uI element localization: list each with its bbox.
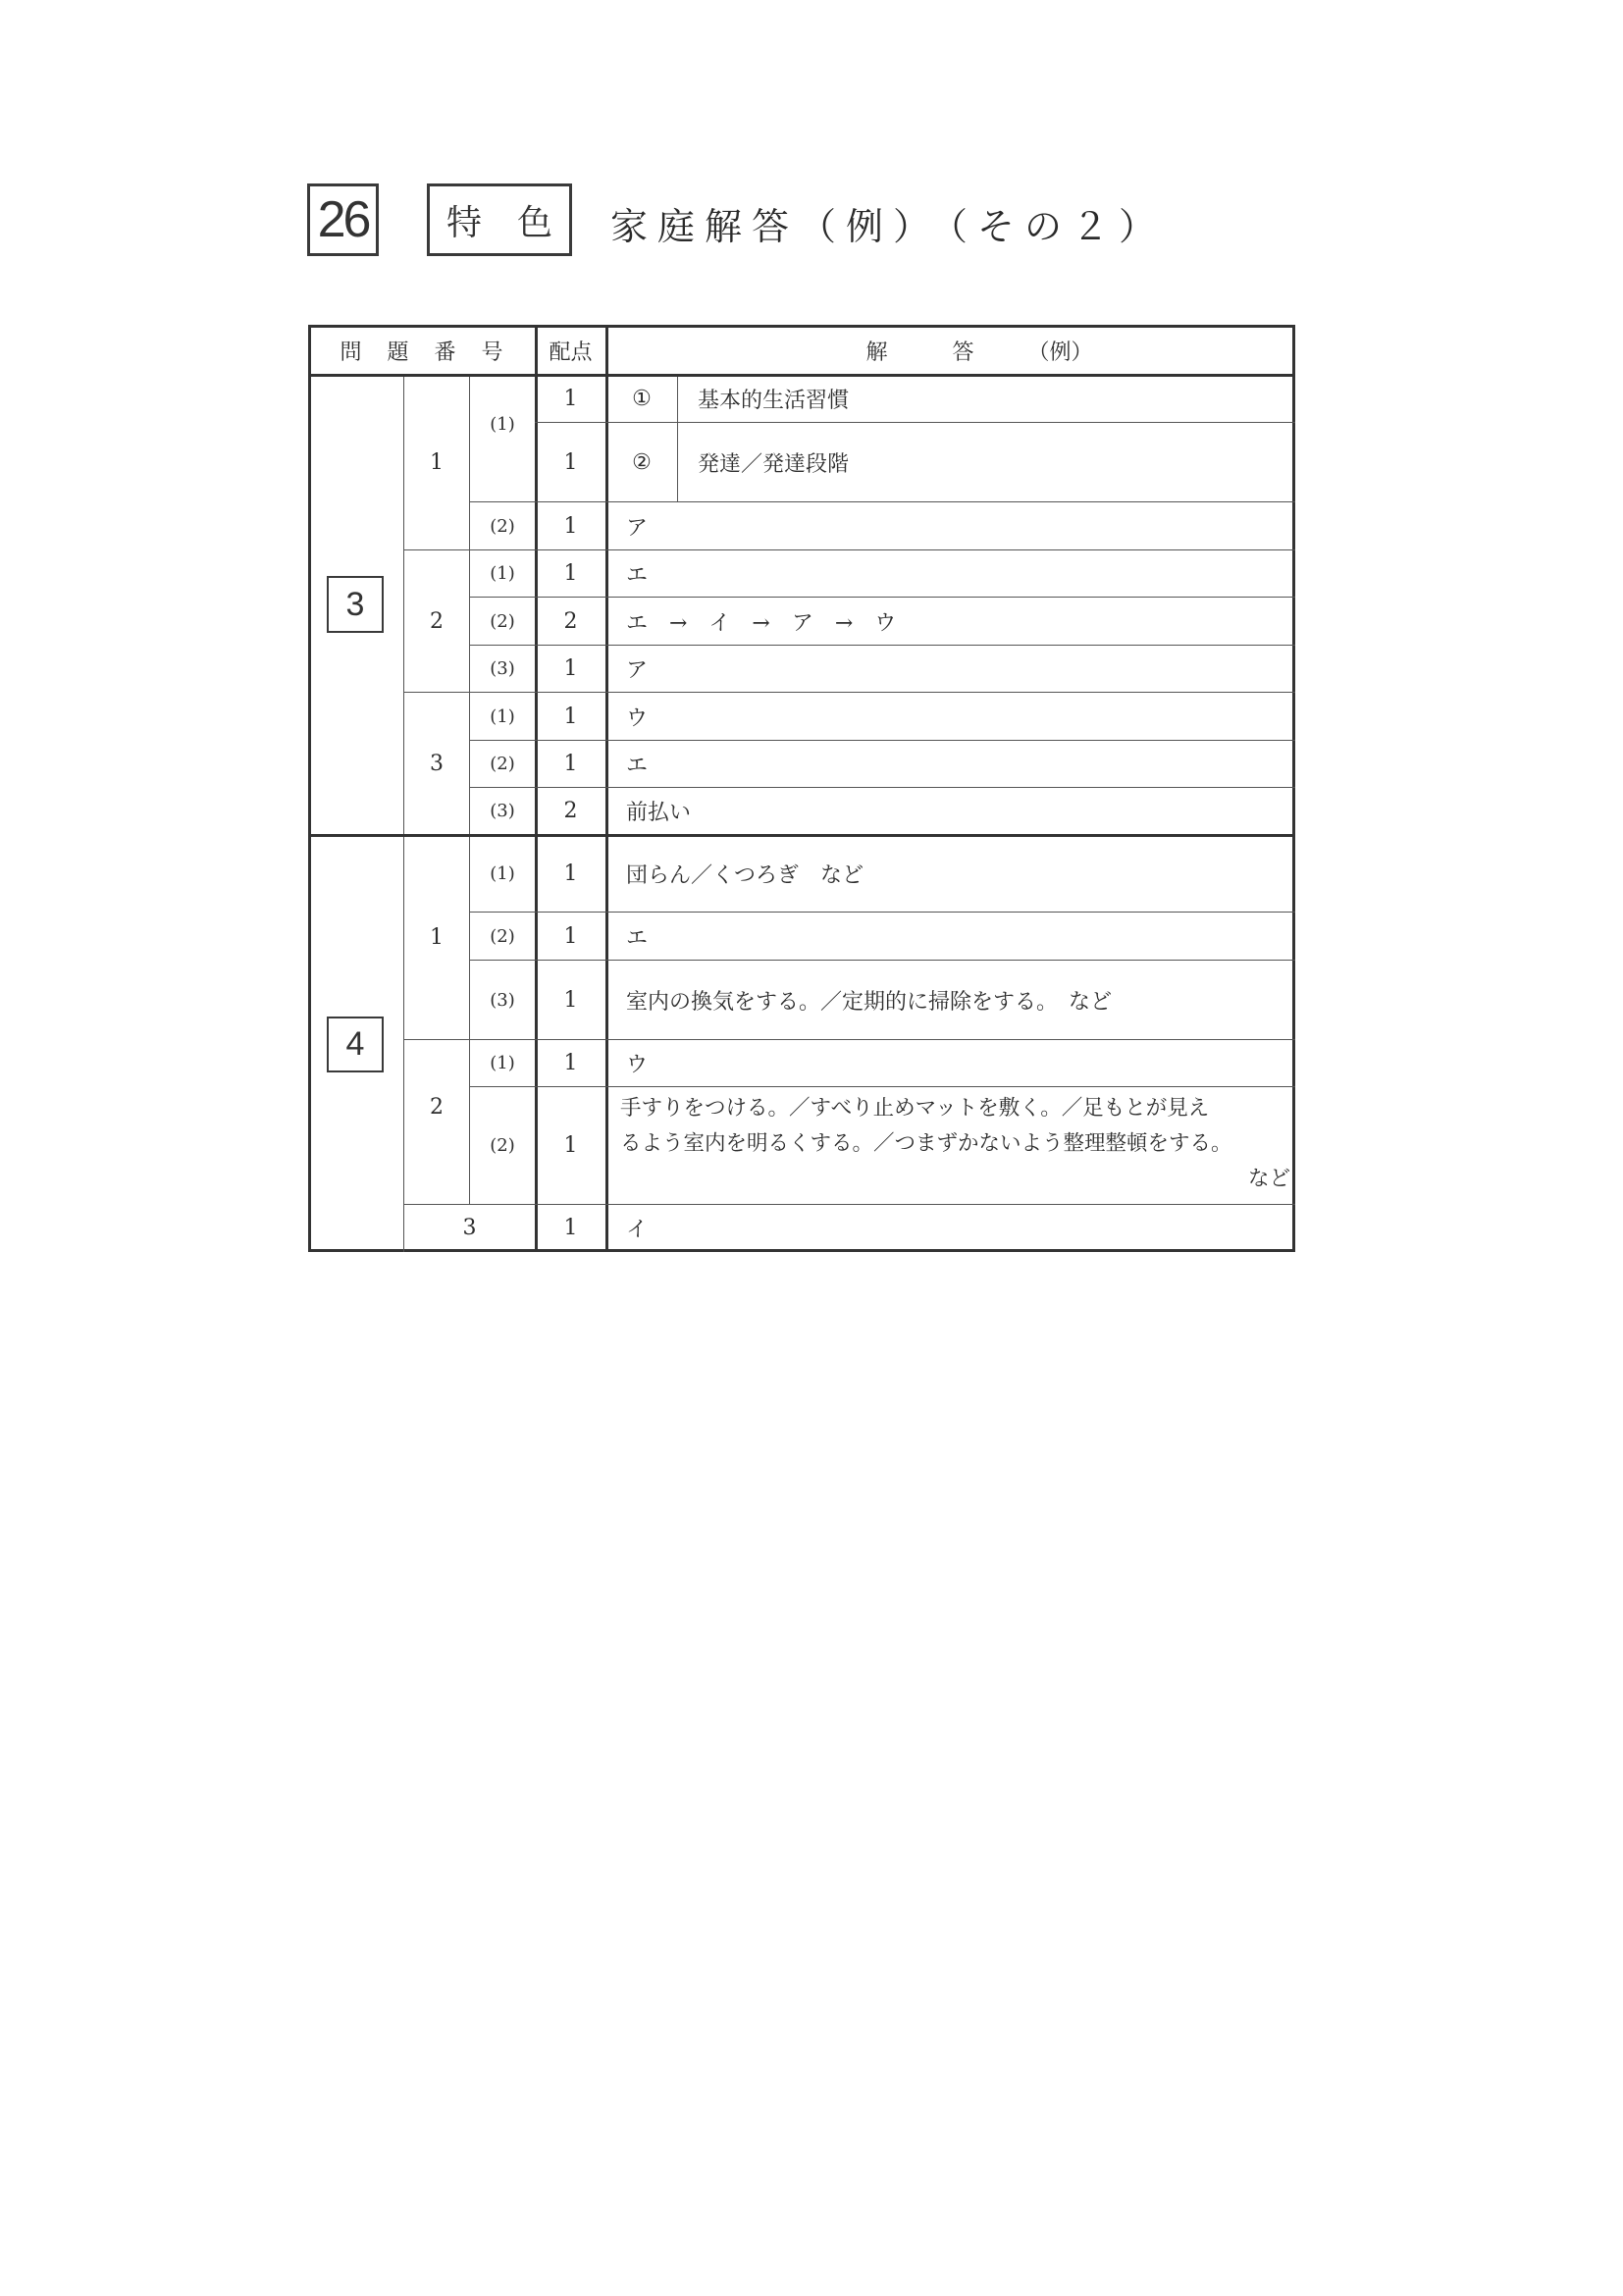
answer-text: 基本的生活習慣 [698, 388, 850, 413]
points-value: 2 [563, 608, 578, 634]
answer-text: エ → イ → ア → ウ [626, 610, 897, 636]
group-label: 2 [430, 1095, 444, 1120]
item-label: (3) [490, 658, 515, 679]
answer-line: 手すりをつける。／すべり止めマットを敷く。／足もとが見え [620, 1096, 1210, 1121]
points-value: 1 [563, 861, 578, 886]
section-label-4: 4 [327, 1017, 384, 1072]
points-value: 2 [563, 799, 578, 823]
answer-text: ア [626, 515, 649, 541]
item-label: (1) [490, 863, 515, 884]
points-value: 1 [563, 923, 578, 949]
column-header-question-number: 問 題 番 号 [340, 339, 505, 365]
column-header-answer: 解 答 （例） [865, 339, 1093, 365]
points-value: 1 [563, 561, 578, 586]
points-value: 1 [563, 704, 578, 729]
answer-text: ウ [626, 1053, 649, 1077]
answer-text: エ [626, 754, 649, 778]
answer-text: ア [626, 658, 649, 683]
group-label: 1 [430, 925, 444, 950]
answer-text: 室内の換気をする。／定期的に掃除をする。 など [626, 989, 1113, 1015]
item-label: (1) [490, 563, 515, 584]
item-label: (2) [490, 515, 515, 537]
group-label: 1 [430, 449, 444, 475]
item-label: (1) [490, 705, 515, 727]
answer-text: 前払い [626, 801, 692, 825]
item-label: (2) [490, 1135, 515, 1156]
answer-text: イ [626, 1218, 649, 1242]
item-label: (2) [490, 925, 515, 947]
item-label: (2) [490, 754, 515, 774]
points-value: 1 [563, 449, 578, 475]
page-part-label: （その２） [930, 205, 1167, 248]
item-label: (2) [490, 610, 515, 632]
item-label: (3) [490, 989, 515, 1011]
page-title: 家庭解答（例） [610, 205, 941, 248]
answer-text: エ [626, 563, 649, 588]
item-label: (1) [490, 413, 515, 435]
answer-line: など [1247, 1167, 1290, 1191]
item-label: (1) [490, 1053, 515, 1073]
column-header-points: 配点 [549, 339, 593, 365]
item-label: (3) [490, 801, 515, 821]
points-value: 1 [563, 1133, 578, 1158]
group-label: 2 [430, 608, 444, 634]
answer-marker: ② [632, 449, 652, 475]
points-value: 1 [563, 656, 578, 681]
section-label-3: 3 [327, 576, 384, 633]
answer-marker: ① [632, 386, 652, 411]
answer-text: エ [626, 925, 649, 951]
category-badge: 特 色 [427, 183, 572, 256]
page-number-badge: 26 [307, 183, 379, 256]
answer-text: ウ [626, 705, 649, 731]
points-value: 1 [563, 386, 578, 411]
answer-text-multiline [606, 1091, 1294, 1203]
answer-line: るよう室内を明るくする。／つまずかないよう整理整頓をする。 [620, 1131, 1232, 1156]
points-value: 1 [563, 752, 578, 776]
group-label: 3 [462, 1216, 477, 1240]
answer-text: 団らん／くつろぎ など [626, 863, 864, 888]
points-value: 1 [563, 1216, 578, 1240]
group-label: 3 [430, 751, 444, 776]
points-value: 1 [563, 513, 578, 539]
points-value: 1 [563, 1051, 578, 1075]
answer-text: 発達／発達段階 [698, 451, 850, 477]
points-value: 1 [563, 987, 578, 1013]
